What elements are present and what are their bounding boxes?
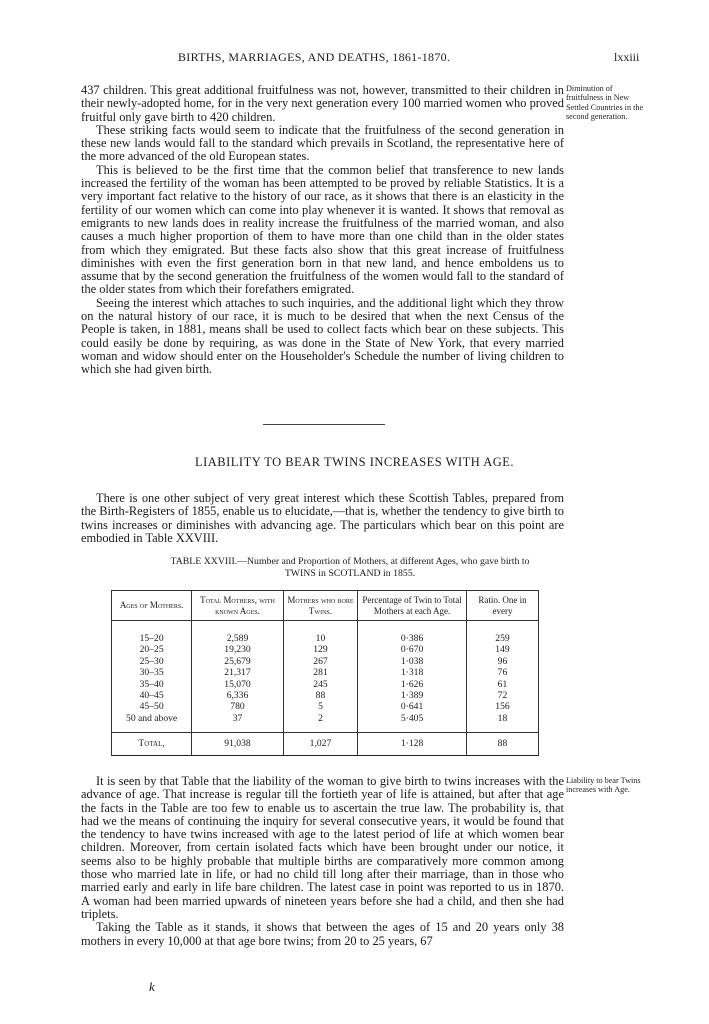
cell-twins: 1,027 [283,733,357,755]
cell-ratio: 149 [466,644,538,655]
table-caption [115,556,585,580]
signature-mark: k [149,979,155,994]
cell-age: 15–20 [112,633,192,644]
cell-ratio: 96 [466,656,538,667]
cell-twins: 281 [283,667,357,678]
table-row [112,713,539,724]
header-ratio: Ratio. One in every [466,591,538,621]
cell-total: 37 [192,713,284,724]
cell-age: 30–35 [112,667,192,678]
cell-ratio: 18 [466,713,538,724]
cell-total: 21,317 [192,667,284,678]
paragraph: Seeing the interest which attaches to such inquiries, and the additional light which they throw on the natural history of our race, it is much to be desired that when the next Census of the People is taken, in 1881, means shall be used to collect facts which bear on these subjects. This could easily be done by requiring, as was done in the State of New York, that every married woman and widow should enter on the Householder's Schedule the number of living children to which she had given birth. [81,295,564,377]
paragraph: There is one other subject of very great interest which these Scottish Tables, prepared from the Birth-Registers of 1855, enable us to elucidate,—that is, whether the tendency to give birth to twins increases or diminishes with advancing age. The particulars which bear on this point are embodied in Table XXVIII. [81,491,564,545]
paragraph: 437 children. This great additional fruitfulness was not, however, transmitted to their children in their newly-adopted home, for in the very next generation every 100 married women who proved fruitful only gave birth to 420 children. [81,83,564,124]
table-row [112,690,539,701]
cell-total: 15,070 [192,679,284,690]
cell-age: 50 and above [112,713,192,724]
sidenote-twins-age: Liability to bear Twins increases with Age. [566,776,641,795]
section-divider [263,424,385,425]
cell-twins: 10 [283,633,357,644]
table-row [112,701,539,712]
cell-twins: 129 [283,644,357,655]
cell-total: 6,336 [192,690,284,701]
header-total-mothers: Total Mothers, with known Ages. [192,591,284,621]
cell-age: 25–30 [112,656,192,667]
cell-total: 2,589 [192,633,284,644]
table-row [112,644,539,655]
paragraph: It is seen by that Table that the liability of the woman to give birth to twins increases with the advance of age. That increase is regular till the fortieth year of life is attained, but after that age the facts in the Table are too few to enable us to ascertain the true law. The probability is, that had we the means of continuing the inquiry for several consecutive years, it would be found that the tendency to have twins increased with age to the latest period of life at which women bear children. Moreover, from certain isolated facts which have been brought under our notice, it seems also to be highly probable that multiple births are comparatively more common among those who married late in life, or had no child till long after their marriage, than in those who married early and early in life bare children. The latest case in point was reported to us in 1870. A woman had been married upwards of nineteen years before she had a child, and then she had triplets. [81,774,564,921]
cell-percentage: 0·641 [358,701,467,712]
cell-ratio: 61 [466,679,538,690]
table-total-row [112,733,539,755]
cell-age: 40–45 [112,690,192,701]
caption-line: TWINS in SCOTLAND in 1855. [284,568,416,579]
table-row [112,656,539,667]
paragraph: Taking the Table as it stands, it shows that between the ages of 15 and 20 years only 38 mothers in every 10,000 at that age bore twins; from 20 to 25 years, 67 [81,920,564,948]
caption-line: TABLE XXVIII.—Number and Proportion of Mothers, at different Ages, who gave birth to [170,556,530,567]
cell-percentage: 1·389 [358,690,467,701]
cell-percentage: 1·626 [358,679,467,690]
section-fruitfulness-text [81,84,564,377]
cell-total: 91,038 [192,733,284,755]
header-percentage: Percentage of Twin to Total Mothers at each Age. [358,591,467,621]
cell-percentage: 0·670 [358,644,467,655]
cell-percentage: 0·386 [358,633,467,644]
cell-twins: 88 [283,690,357,701]
page-number: lxxiii [614,50,640,64]
cell-ratio: 76 [466,667,538,678]
cell-twins: 267 [283,656,357,667]
cell-ratio: 88 [466,733,538,755]
cell-twins: 5 [283,701,357,712]
table-row [112,633,539,644]
table-row [112,667,539,678]
header-ages: Ages of Mothers. [112,591,192,621]
cell-percentage: 1·318 [358,667,467,678]
cell-total: 25,679 [192,656,284,667]
running-title: BIRTHS, MARRIAGES, AND DEATHS, 1861-1870. [178,50,451,64]
cell-percentage: 5·405 [358,713,467,724]
cell-percentage: 1·038 [358,656,467,667]
cell-age: 45–50 [112,701,192,712]
cell-ratio: 72 [466,690,538,701]
twins-table [111,590,539,756]
table-row [112,679,539,690]
cell-age: 20–25 [112,644,192,655]
header-mothers-twins: Mothers who bore Twins. [283,591,357,621]
section-twins-intro [81,492,564,545]
paragraph: This is believed to be the first time that the common belief that transference to new lands increased the fertility of the woman has been attempted to be proved by reliable Statistics. It is a very important fact relative to the history of our race, as it shows that there is an elasticity in the fertility of our women which can come into play whenever it is wanted. It shows that removal as emigrants to new lands does in reality increase the fruitfulness of the married woman, and also causes a much higher proportion of them to have more than one child than in the older states from which they emigrated. But these facts also show that this great increase of fruitfulness diminishes with even the first generation born in that new land, and hence emboldens us to assume that by the second generation the fruitfulness of the women would fall to the standard of the older states from which their forefathers emigrated. [81,162,564,297]
table-header-row [112,591,539,621]
cell-total: 780 [192,701,284,712]
section-heading: LIABILITY TO BEAR TWINS INCREASES WITH AGE. [194,455,515,469]
section-twins-discussion [81,775,564,948]
cell-ratio: 259 [466,633,538,644]
cell-total-label: Total, [112,733,192,755]
running-header [0,50,709,66]
cell-percentage: 1·128 [358,733,467,755]
sidenote-diminution: Diminution of fruitfulness in New Settled Countries in the second generation. [566,84,644,122]
cell-twins: 245 [283,679,357,690]
cell-ratio: 156 [466,701,538,712]
cell-age: 35–40 [112,679,192,690]
cell-total: 19,230 [192,644,284,655]
paragraph: These striking facts would seem to indicate that the fruitfulness of the second generation in these new lands would fall to the standard which prevails in Scotland, the representative here of the more advanced of the old European states. [81,122,564,164]
cell-twins: 2 [283,713,357,724]
